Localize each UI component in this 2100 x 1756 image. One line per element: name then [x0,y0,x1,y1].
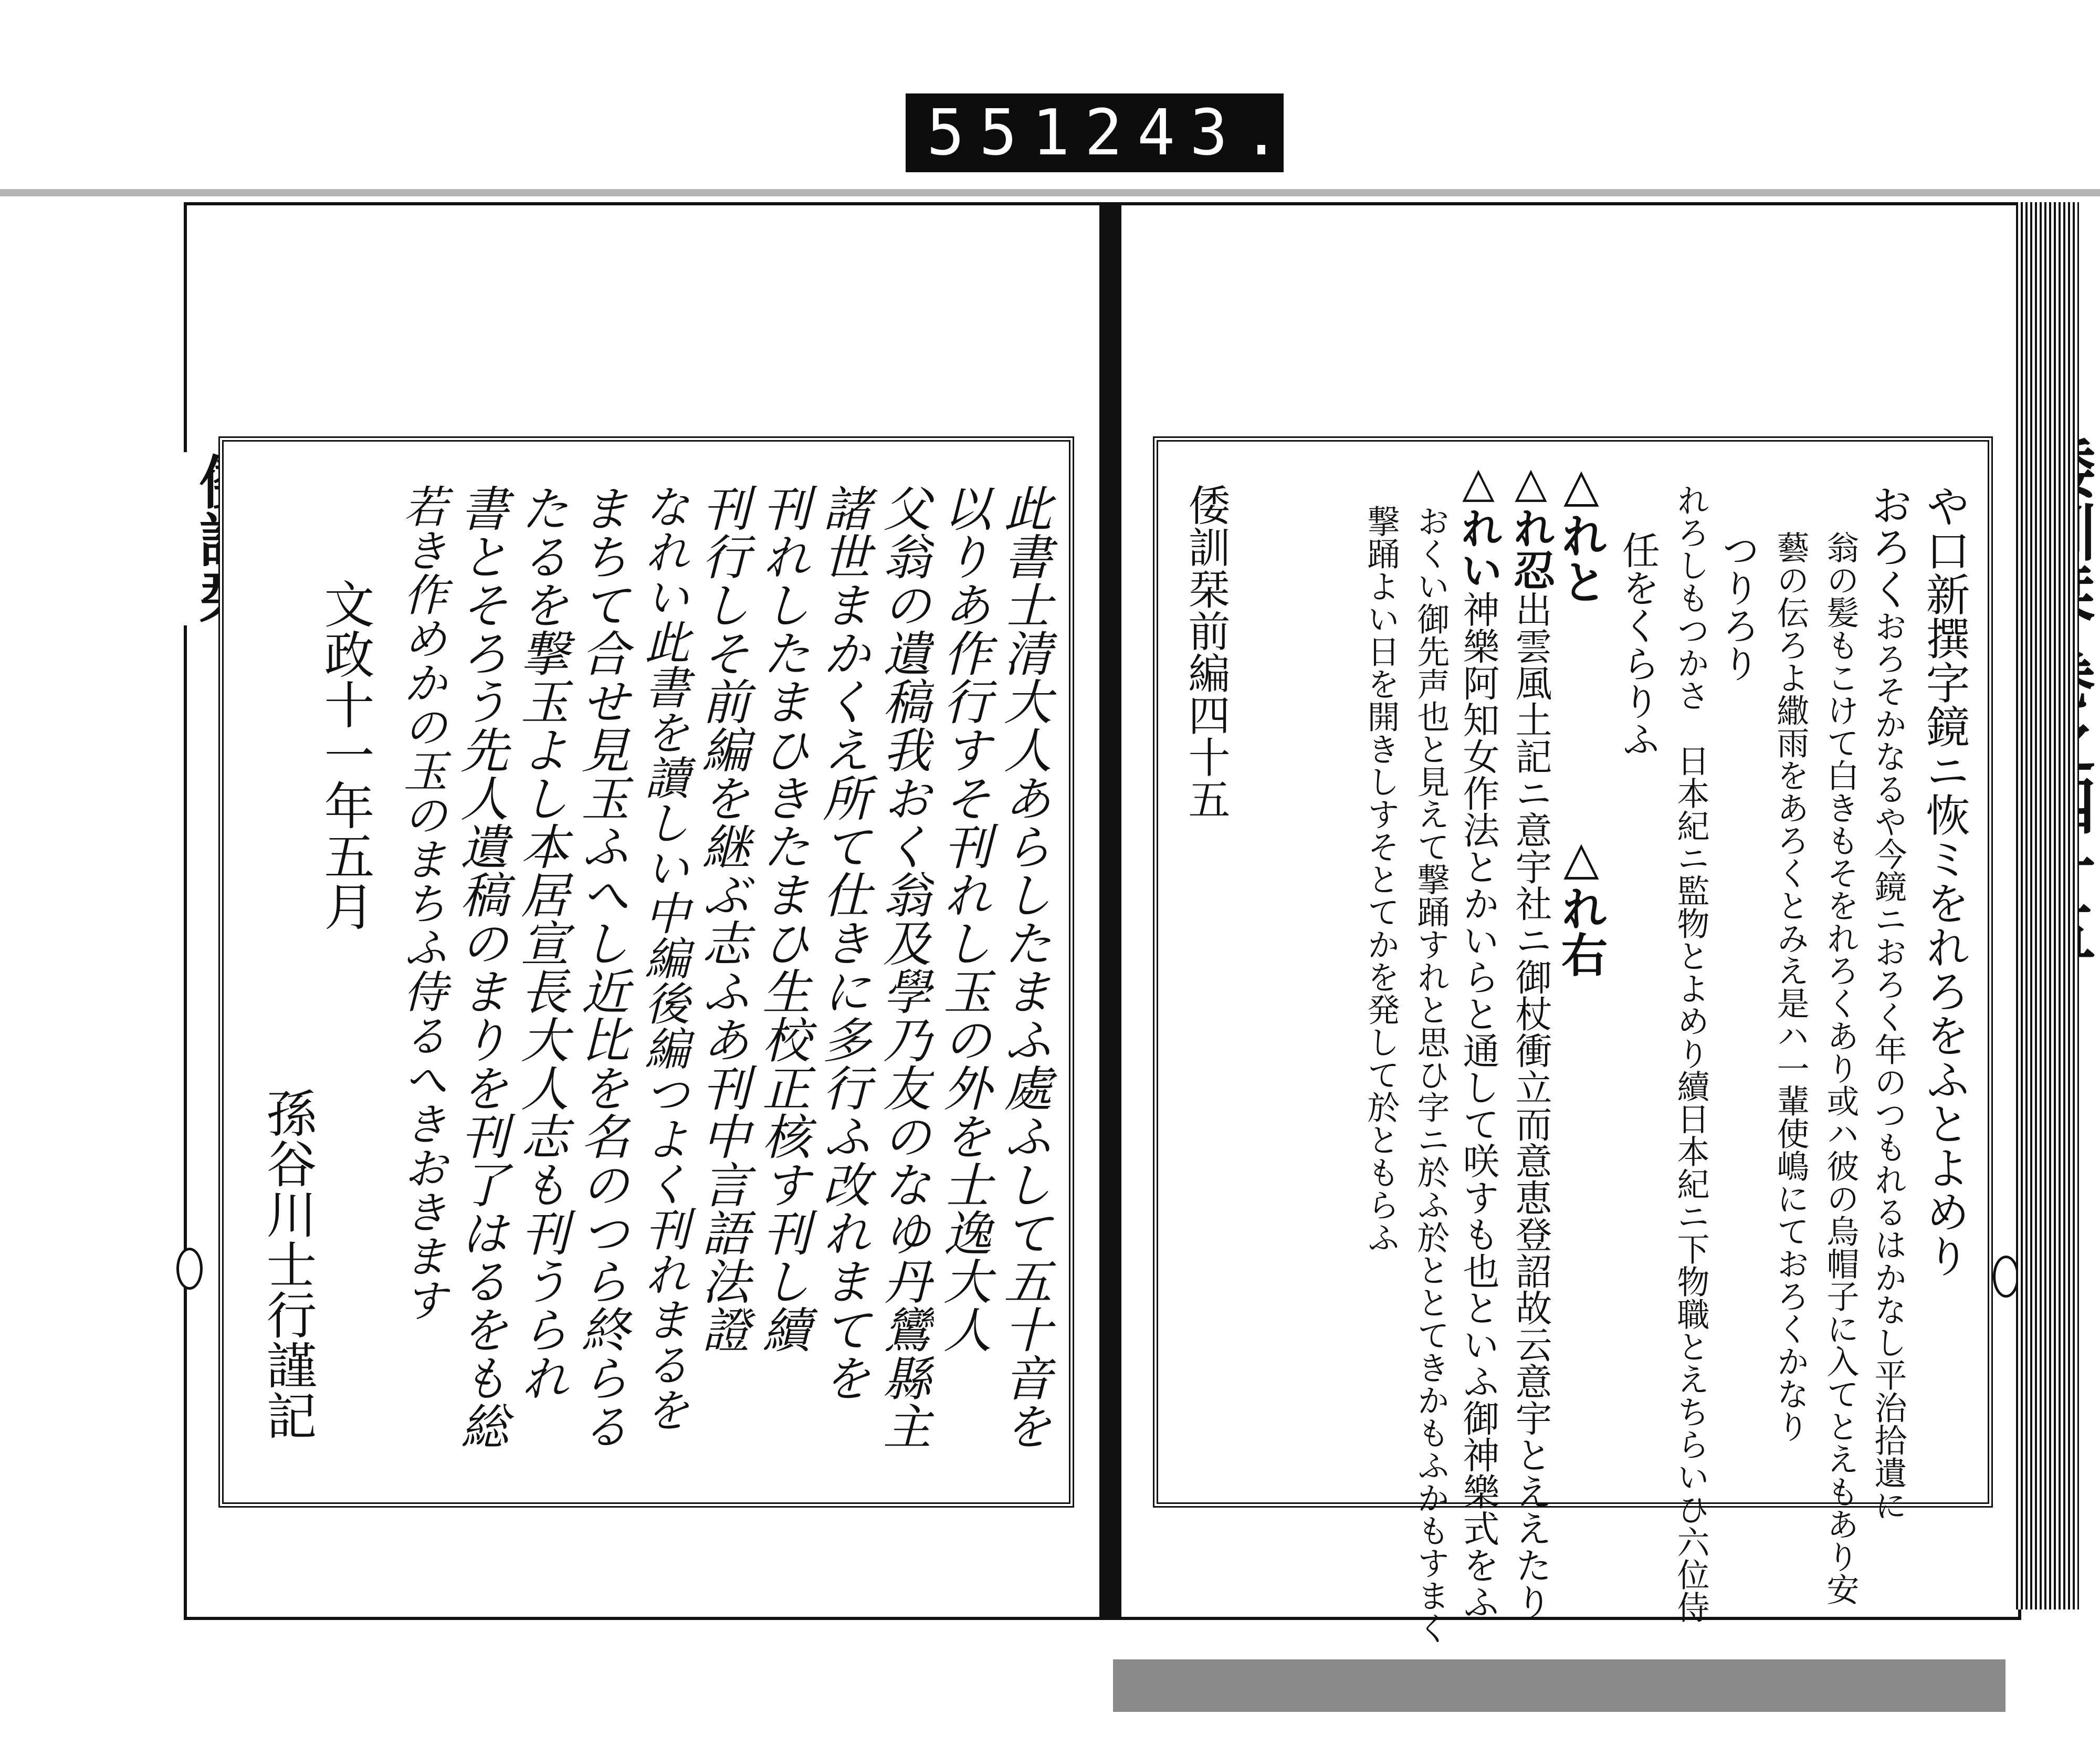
entry-1-text: 新撰字鏡ニ恢ミをれろをふとよめり [1919,572,1970,1278]
frame-number-left: 551 [927,96,1085,170]
entry-5-text: 出雲風土記ニ意宇社ニ御杖衝立而意恵登詔故云意宇とええたり [1509,591,1552,1620]
scan-shadow-top [0,189,2100,196]
left-page [184,202,1102,1620]
entry-5 [1506,457,1556,1620]
binding-hole-right [1993,1256,2019,1298]
entry-6-head: △れい [1454,457,1503,591]
entry-2-head: おろく [1864,484,1913,610]
colophon-line-4: 諸世まかくえ所て仕きに多行ふ改れまてを [815,484,871,1402]
entry-5-head: △れ忍 [1506,457,1556,591]
colophon-line-6: 刊行しそ前編を継ぶ志ふあ刊中言語法證 [694,484,750,1353]
colophon-line-11: 若き作めかの玉のまちふ侍るへきおきます [396,484,448,1322]
colophon-line-2: 以りあ作行すそ刊れし玉の外を士逸大人 [936,484,992,1353]
open-book [184,202,2074,1644]
frame-number-right: 243. [1084,96,1295,170]
entry-1 [1919,484,1970,1278]
entry-4b-head: △れ右 [1554,830,1609,977]
colophon-line-1: 此書士清大人あらしたまふ處ふして五十音を [996,484,1052,1450]
entry-4-head: △れと [1554,457,1609,604]
colophon-line-9: たるを撃玉よし本居宣長大人志も刊うられ [513,484,569,1402]
text-frame [1153,436,1993,1644]
colophon-date: 文政十一年五月 [316,578,375,931]
right-page [1118,202,2021,1644]
entry-6-cont-2: 撃踊よい日を開きしすそとてかを発して於ともらふ [1362,505,1400,1253]
colophon-line-3: 父翁の遺稿我おく翁及學乃友のなゆ丹鸞縣主 [875,484,931,1450]
colophon-signature: 孫谷川士行謹記 [258,1088,317,1440]
entry-2-text: おろそかなるや今鏡ニおろく年のつもれるはかなし平治拾遺に [1869,610,1907,1521]
colophon-line-10: 書とそろう先人遺稿のまりを刊了はるをも総 [453,484,509,1450]
page-fore-edge [2016,202,2079,1609]
entry-6-text: 神樂阿知女作法とかいらと通して咲すも也といふ御神樂式をふ [1457,591,1500,1620]
colophon-line-7: なれい此書を讀しい中編後編つよく刊れまるを [637,484,689,1432]
book-title-gutter: 倭訓栞前編四十五 [1181,484,1230,820]
colophon-frame [218,436,1074,1508]
colophon-line-5: 刊れしたまひきたまひ生校正核す刊し續 [754,484,811,1353]
entry-2-cont-1: 翁の髪もこけて白きもそをれろくあり或ハ彼の烏帽子に入てとえもあり安 [1821,531,1860,1605]
entry-2-cont-3: つりろり [1716,531,1760,682]
entry-6-cont-1: おくい御先声也と見えて撃踊すれと思ひ字ニ於ふ於ととてきかもふかもすまく [1412,505,1450,1644]
colophon-line-8: まちて合せ見玉ふへし近比を名のつら終らる [573,484,629,1450]
entry-1-head: や口 [1919,484,1970,572]
entry-3: れろしもつかさ 日本紀ニ監物とよめり續日本紀ニ下物職とえちらいひ六位侍 [1672,484,1710,1623]
entry-2-cont-2: 藝の伝ろよ繖雨をあろくとみえ是ハ一輩使嶋にておろくかなり [1771,531,1810,1443]
microfilm-frame-label [906,93,1295,172]
entry-2 [1864,484,1913,1521]
entry-3-cont: 任をくらりふ [1616,531,1660,758]
scan-shadow-bottom [1113,1659,2006,1712]
book-spine [1102,202,1118,1620]
binding-hole-left [176,1248,203,1290]
entry-6 [1454,457,1503,1620]
